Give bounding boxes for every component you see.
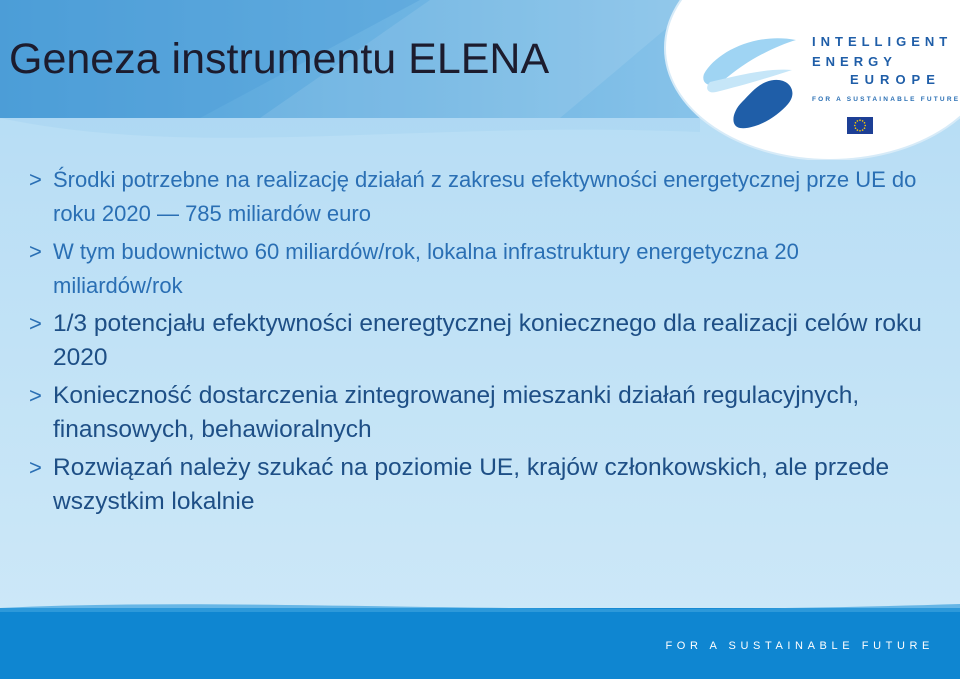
bullet-marker: > bbox=[29, 311, 42, 336]
intelligent-energy-europe-logo bbox=[660, 0, 960, 160]
bullet-text: Konieczność dostarczenia zintegrowanej mieszanki działań regulacyjnych, finansowych, behawioralnych bbox=[53, 382, 860, 443]
logo-text-europe: EUROPE bbox=[850, 72, 941, 87]
footer-tagline: FOR A SUSTAINABLE FUTURE bbox=[665, 640, 934, 652]
bullet-item bbox=[0, 451, 930, 519]
bullet-marker: > bbox=[29, 167, 42, 192]
bullet-item bbox=[0, 235, 930, 303]
bullet-marker: > bbox=[29, 239, 42, 264]
bullet-list bbox=[0, 163, 930, 523]
bullet-marker: > bbox=[29, 455, 42, 480]
intelligent-energy-swoosh-icon bbox=[696, 12, 806, 132]
bullet-item bbox=[0, 163, 930, 231]
bullet-item bbox=[0, 307, 930, 375]
eu-flag-icon bbox=[847, 117, 873, 134]
bullet-text: 1/3 potencjału efektywności eneregtycznej koniecznego dla realizacji celów roku 2020 bbox=[53, 310, 922, 371]
bullet-marker: > bbox=[29, 383, 42, 408]
bullet-text: Rozwiązań należy szukać na poziomie UE, krajów członkowskich, ale przede wszystkim lokalnie bbox=[53, 454, 890, 515]
bullet-text: W tym budownictwo 60 miliardów/rok, lokalna infrastruktury energetyczna 20 miliardów/rok bbox=[53, 239, 799, 298]
logo-text-energy: ENERGY bbox=[812, 54, 897, 69]
logo-text-intelligent: INTELLIGENT bbox=[812, 34, 953, 49]
bullet-text: Środki potrzebne na realizację działań z zakresu efektywności energetycznej prze UE do roku 2020 — 785 miliardów euro bbox=[53, 167, 917, 226]
slide-title: Geneza instrumentu ELENA bbox=[9, 35, 550, 83]
bullet-item bbox=[0, 379, 930, 447]
logo-tagline: FOR A SUSTAINABLE FUTURE bbox=[812, 96, 960, 103]
